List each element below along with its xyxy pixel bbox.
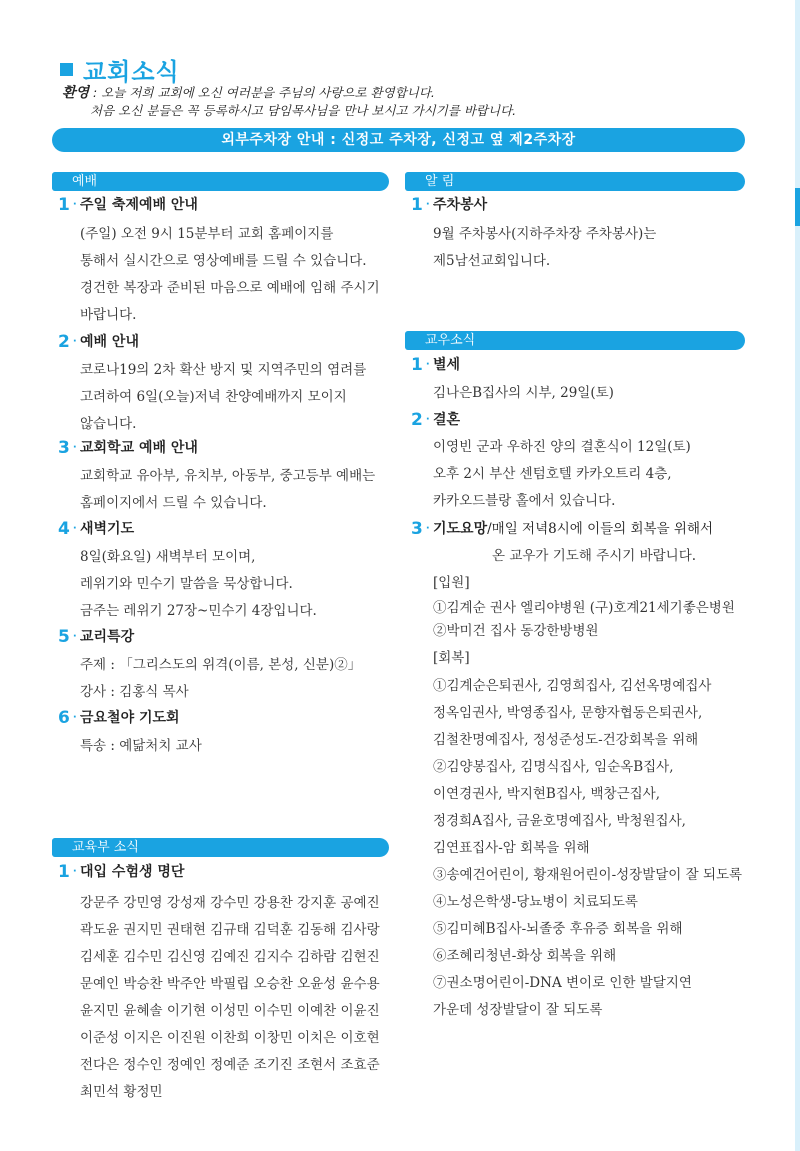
body-line: 정옥임권사, 박영종집사, 문향자협동은퇴권사, xyxy=(433,705,703,721)
item-number: 5 · xyxy=(58,627,77,647)
body-line: 가운데 성장발달이 잘 되도록 xyxy=(433,1002,603,1018)
body-line: 않습니다. xyxy=(80,416,137,432)
body-line: 주제 : 「그리스도의 위격(이름, 본성, 신분)②」 xyxy=(80,657,362,673)
item-number: 1 · xyxy=(58,195,77,215)
body-line: 이연경권사, 박지현B집사, 백창근집사, xyxy=(433,786,660,802)
student-names-line: 김세훈 김수민 김신영 김예진 김지수 김하람 김현진 xyxy=(80,949,380,965)
item-number: 3 · xyxy=(411,519,430,539)
item-title: 기도요망/매일 저녁8시에 이들의 회복을 위해서 xyxy=(433,521,714,537)
body-line: 정경희A집사, 금윤호명예집사, 박청원집사, xyxy=(433,813,686,829)
body-line: ②박미건 집사 동강한방병원 xyxy=(433,623,599,639)
student-names-line: 문예인 박승찬 박주안 박필립 오승찬 오윤성 윤수용 xyxy=(80,976,380,992)
body-line: 통해서 실시간으로 영상예배를 드릴 수 있습니다. xyxy=(80,253,367,269)
body-line: 8일(화요일) 새벽부터 모이며, xyxy=(80,549,256,565)
body-line: 특송 : 예닮처치 교사 xyxy=(80,738,202,754)
welcome-message xyxy=(62,84,516,120)
body-line: ①김계순은퇴권사, 김영희집사, 김선옥명예집사 xyxy=(433,678,712,694)
body-line: 바랍니다. xyxy=(80,307,137,323)
item-number: 1 · xyxy=(411,355,430,375)
welcome-label: 환영 xyxy=(62,85,90,101)
body-line: ⑦권소명어린이-DNA 변이로 인한 발달지연 xyxy=(433,975,692,991)
student-names-line: 최민석 황정민 xyxy=(80,1084,163,1100)
body-line: 금주는 레위기 27장~민수기 4장입니다. xyxy=(80,603,317,619)
item-number: 4 · xyxy=(58,519,77,539)
body-line: 레위기와 민수기 말씀을 묵상합니다. xyxy=(80,576,293,592)
item-title: 대입 수험생 명단 xyxy=(80,864,185,880)
item-title: 교회학교 예배 안내 xyxy=(80,440,198,456)
body-line: 교회학교 유아부, 유치부, 아동부, 중고등부 예배는 xyxy=(80,468,376,484)
item-number: 1 · xyxy=(58,862,77,882)
body-line: 경건한 복장과 준비된 마음으로 예배에 임해 주시기 xyxy=(80,280,380,296)
body-line: 김나은B집사의 시부, 29일(토) xyxy=(433,385,614,401)
body-line: 제5남선교회입니다. xyxy=(433,253,551,269)
section-heading-education: 교육부 소식 xyxy=(52,838,389,857)
student-names-line: 곽도윤 권지민 권태현 김규태 김덕훈 김동해 김사랑 xyxy=(80,922,380,938)
body-line: 9월 주차봉사(지하주차장 주차봉사)는 xyxy=(433,226,657,242)
item-number: 2 · xyxy=(58,332,77,352)
subheading-hospitalized: [입원] xyxy=(433,575,470,591)
item-title: 결혼 xyxy=(433,412,461,428)
page-edge-bar xyxy=(795,0,800,1151)
subheading-recovery: [회복] xyxy=(433,650,470,666)
body-line: 코로나19의 2차 확산 방지 및 지역주민의 염려를 xyxy=(80,362,367,378)
student-names-line: 윤지민 윤혜솔 이기현 이성민 이수민 이예찬 이윤진 xyxy=(80,1003,380,1019)
item-title: 주일 축제예배 안내 xyxy=(80,197,198,213)
body-line: 이영빈 군과 우하진 양의 결혼식이 12일(토) xyxy=(433,439,691,455)
page-title: 교회소식 xyxy=(83,58,180,86)
body-line: ④노성은학생-당뇨병이 치료되도록 xyxy=(433,894,638,910)
body-line: 고려하여 6일(오늘)저녁 찬양예배까지 모이지 xyxy=(80,389,347,405)
body-line: 김연표집사-암 회복을 위해 xyxy=(433,840,590,856)
body-line: ①김계순 권사 엘리야병원 (구)호계21세기좋은병원 xyxy=(433,600,735,616)
item-number: 3 · xyxy=(58,438,77,458)
body-line: ③송예건어린이, 황재원어린이-성장발달이 잘 되도록 xyxy=(433,867,743,883)
body-line: ⑤김미혜B집사-뇌졸중 후유증 회복을 위해 xyxy=(433,921,683,937)
student-names-line: 전다은 정수인 정예인 정예준 조기진 조현서 조효준 xyxy=(80,1057,380,1073)
item-title: 교리특강 xyxy=(80,629,135,645)
item-title: 예배 안내 xyxy=(80,334,139,350)
welcome-line-2: 처음 오신 분들은 꼭 등록하시고 담임목사님을 만나 보시고 가시기를 바랍니다. xyxy=(90,103,517,118)
item-title: 주차봉사 xyxy=(433,197,488,213)
page-title-row xyxy=(60,52,180,87)
section-heading-notice: 알 림 xyxy=(405,172,745,191)
item-number: 1 · xyxy=(411,195,430,215)
body-line: 홈페이지에서 드릴 수 있습니다. xyxy=(80,495,267,511)
section-heading-members: 교우소식 xyxy=(405,331,745,350)
body-line: 카카오드블랑 홀에서 있습니다. xyxy=(433,493,616,509)
body-line: ②김양봉집사, 김명식집사, 임순옥B집사, xyxy=(433,759,674,775)
item-number: 2 · xyxy=(411,410,430,430)
body-line: 강사 : 김홍식 목사 xyxy=(80,684,189,700)
welcome-line-1: : 오늘 저희 교회에 오신 여러분을 주님의 사랑으로 환영합니다. xyxy=(93,85,435,100)
page-edge-tab xyxy=(795,188,800,226)
section-heading-worship: 예배 xyxy=(52,172,389,191)
body-line: 오후 2시 부산 센텀호텔 카카오트리 4층, xyxy=(433,466,672,482)
title-square-icon xyxy=(60,63,73,76)
body-line: (주일) 오전 9시 15분부터 교회 홈페이지를 xyxy=(80,226,334,242)
body-line: ⑥조혜리청년-화상 회복을 위해 xyxy=(433,948,617,964)
student-names-line: 강문주 강민영 강성재 강수민 강용찬 강지훈 공예진 xyxy=(80,895,380,911)
item-number: 6 · xyxy=(58,708,77,728)
parking-banner: 외부주차장 안내 : 신정고 주차장, 신정고 옆 제2주차장 xyxy=(52,128,745,152)
body-line: 온 교우가 기도해 주시기 바랍니다. xyxy=(492,548,697,564)
item-title: 별세 xyxy=(433,357,461,373)
body-line: 김철찬명예집사, 정성준성도-건강회복을 위해 xyxy=(433,732,699,748)
student-names-line: 이준성 이지은 이진원 이찬희 이창민 이치은 이호현 xyxy=(80,1030,380,1046)
item-title: 새벽기도 xyxy=(80,521,135,537)
item-title: 금요철야 기도회 xyxy=(80,710,180,726)
